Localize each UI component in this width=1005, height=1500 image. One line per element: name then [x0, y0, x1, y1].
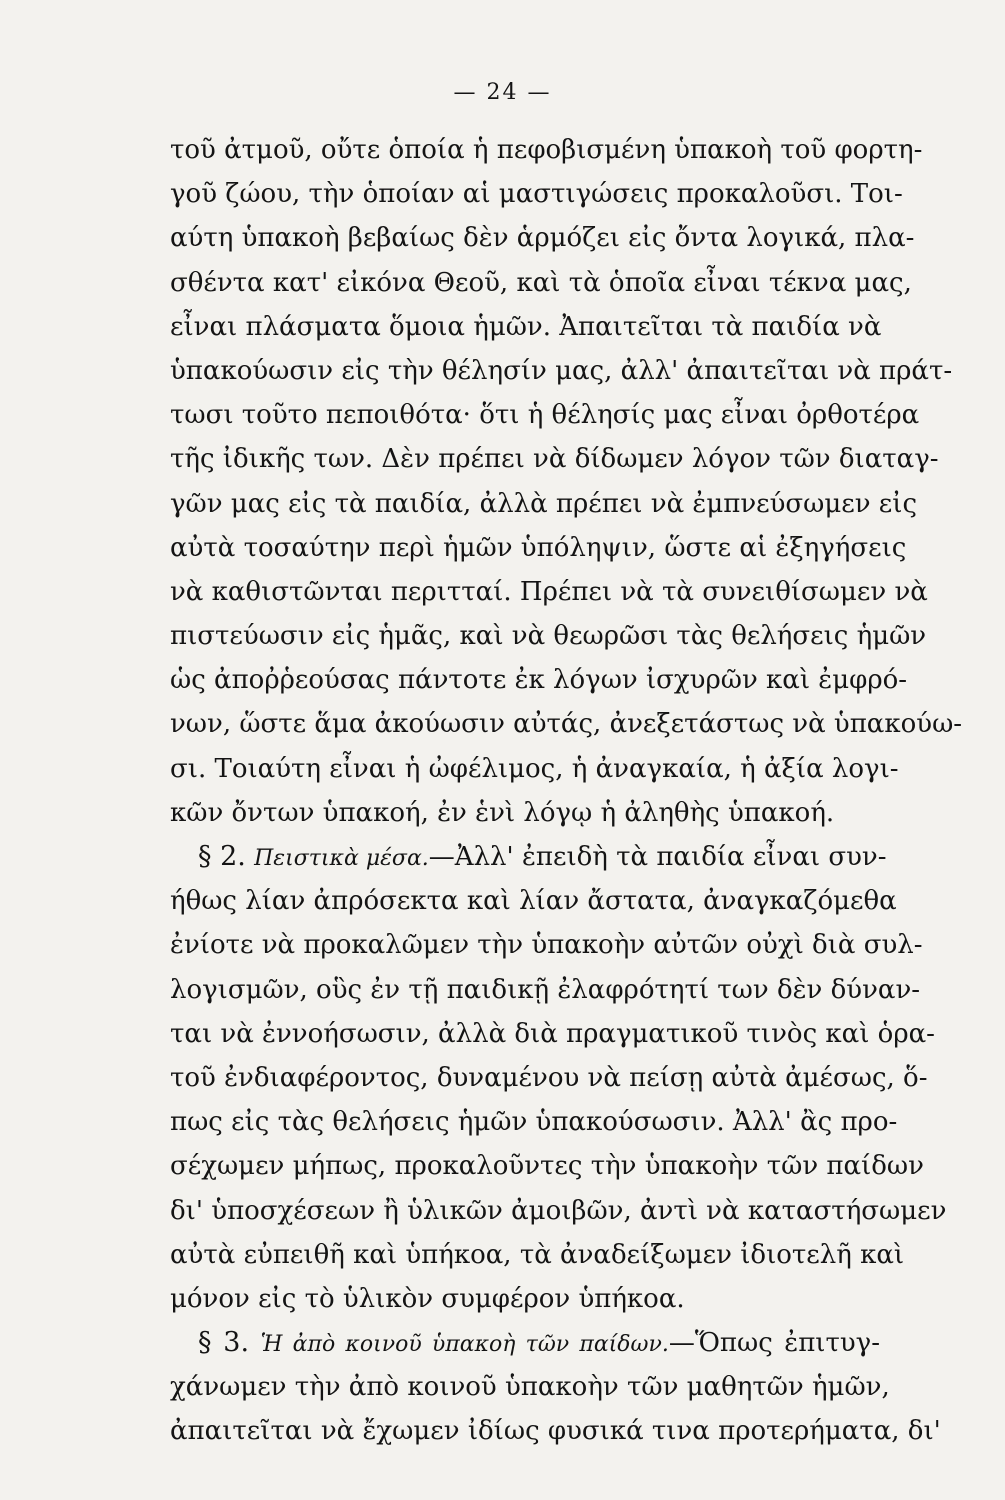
text-line: ήθως λίαν ἀπρόσεκτα καὶ λίαν ἄστατα, ἀναγκαζόμεθα: [170, 886, 897, 917]
text-line: χάνωμεν τὴν ἀπὸ κοινοῦ ὑπακοὴν τῶν μαθητῶν ἡμῶν,: [170, 1372, 890, 1403]
text-line: νων, ὥστε ἅμα ἀκούωσιν αὐτάς, ἀνεξετάστως νὰ ὑπακούω-: [170, 709, 963, 740]
text-line: κῶν ὄντων ὑπακοή, ἐν ἑνὶ λόγῳ ἡ ἀληθὴς ὑπακοή.: [170, 797, 835, 828]
section-mark: § 3.: [198, 1327, 250, 1359]
text-line: τωσι τοῦτο πεποιθότα· ὅτι ἡ θέλησίς μας εἶναι ὀρθοτέρα: [170, 400, 920, 431]
page-number: — 24 —: [453, 80, 552, 105]
text-line: πιστεύωσιν εἰς ἡμᾶς, καὶ νὰ θεωρῶσι τὰς θελήσεις ἡμῶν: [170, 621, 927, 652]
text-line: τοῦ ἀτμοῦ, οὔτε ὁποία ἡ πεφοβισμένη ὑπακοὴ τοῦ φορτη-: [170, 135, 923, 165]
text-line: ται νὰ ἐννοήσωσιν, ἀλλὰ διὰ πραγματικοῦ τινὸς καὶ ὁρα-: [170, 1018, 935, 1049]
text-line: πως εἰς τὰς θελήσεις ἡμῶν ὑπακούσωσιν. Ἀλλ' ἂς προ-: [170, 1107, 898, 1138]
text-line: αὐτὰ τοσαύτην περὶ ἡμῶν ὑπόληψιν, ὥστε αἱ ἐξηγήσεις: [170, 532, 907, 563]
text-line-rest: —Ὅπως ἐπιτυγ-: [668, 1328, 881, 1359]
text-line: δι' ὑποσχέσεων ἢ ὑλικῶν ἀμοιβῶν, ἀντὶ νὰ καταστήσωμεν: [170, 1195, 947, 1226]
text-line: μόνον εἰς τὸ ὑλικὸν συμφέρον ὑπήκοα.: [170, 1283, 685, 1314]
text-line: γοῦ ζώου, τὴν ὁποίαν αἱ μαστιγώσεις προκαλοῦσι. Τοι-: [170, 179, 903, 210]
text-line: λογισμῶν, οὓς ἐν τῇ παιδικῇ ἐλαφρότητί των δὲν δύναν-: [170, 974, 921, 1005]
text-line: ὡς ἀποῤῥεούσας πάντοτε ἐκ λόγων ἰσχυρῶν καὶ ἐμφρό-: [170, 665, 908, 696]
text-line: σι. Τοιαύτη εἶναι ἡ ὠφέλιμος, ἡ ἀναγκαία, ἡ ἀξία λογι-: [170, 753, 899, 784]
text-line: σθέντα κατ' εἰκόνα Θεοῦ, καὶ τὰ ὁποῖα εἶναι τέκνα μας,: [170, 267, 912, 298]
text-line: αὐτὰ εὐπειθῆ καὶ ὑπήκοα, τὰ ἀναδείξωμεν ἰδιοτελῆ καὶ: [170, 1239, 905, 1270]
text-line: ἀπαιτεῖται νὰ ἔχωμεν ἰδίως φυσικά τινα προτερήματα, δι': [170, 1416, 941, 1447]
text-line: τῆς ἰδικῆς των. Δὲν πρέπει νὰ δίδωμεν λόγον τῶν διαταγ-: [170, 444, 939, 475]
text-line: τοῦ ἐνδιαφέροντος, δυναμένου νὰ πείσῃ αὐτὰ ἀμέσως, ὅ-: [170, 1062, 928, 1093]
text-line: αύτη ὑπακοὴ βεβαίως δὲν ἁρμόζει εἰς ὄντα λογικά, πλα-: [170, 223, 915, 254]
text-line: σέχωμεν μήπως, προκαλοῦντες τὴν ὑπακοὴν τῶν παίδων: [170, 1151, 924, 1182]
text-line: γῶν μας εἰς τὰ παιδία, ἀλλὰ πρέπει νὰ ἐμπνεύσωμεν εἰς: [170, 488, 918, 519]
body-text: [170, 128, 963, 1454]
text-line: ἐνίοτε νὰ προκαλῶμεν τὴν ὑπακοὴν αὐτῶν οὐχὶ διὰ συλ-: [170, 930, 923, 961]
section-title: Πειστικὰ μέσα.: [254, 846, 429, 871]
section-heading-line: [170, 835, 887, 879]
text-line-rest: —Ἀλλ' ἐπειδὴ τὰ παιδία εἶναι συν-: [428, 842, 887, 872]
text-line: ὑπακούωσιν εἰς τὴν θέλησίν μας, ἀλλ' ἀπαιτεῖται νὰ πράτ-: [170, 355, 953, 386]
section-mark: § 2.: [198, 841, 246, 872]
text-line: εἶναι πλάσματα ὅμοια ἡμῶν. Ἀπαιτεῖται τὰ παιδία νὰ: [170, 311, 882, 342]
text-line: νὰ καθιστῶνται περιτταί. Πρέπει νὰ τὰ συνειθίσωμεν νὰ: [170, 576, 928, 607]
section-title: Ἡ ἀπὸ κοινοῦ ὑπακοὴ τῶν παίδων.: [260, 1332, 669, 1358]
section-heading-line: [170, 1321, 880, 1365]
